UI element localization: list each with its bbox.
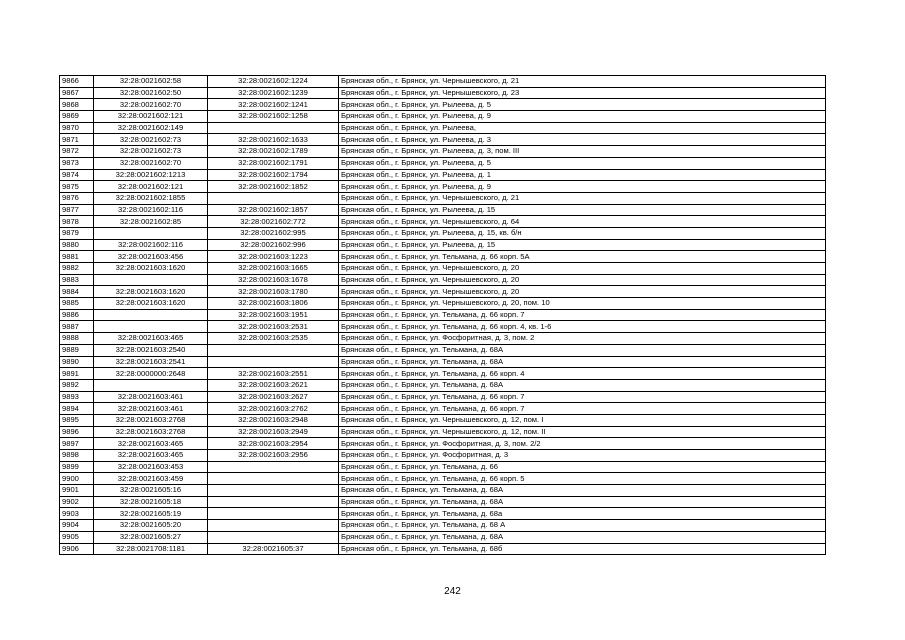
row-number-cell: 9882	[60, 263, 94, 275]
object-cadastral-cell: 32:28:0021603:1678	[208, 274, 339, 286]
object-cadastral-cell: 32:28:0021602:1239	[208, 87, 339, 99]
records-table-body	[60, 76, 826, 555]
table-row	[60, 76, 826, 88]
address-cell: Брянская обл., г. Брянск, ул. Рылеева, д. 15, кв. б/н	[339, 227, 826, 239]
parcel-cadastral-cell: 32:28:0021603:459	[94, 473, 208, 485]
table-row	[60, 181, 826, 193]
address-cell: Брянская обл., г. Брянск, ул. Тельмана, д. 68А	[339, 496, 826, 508]
object-cadastral-cell: 32:28:0021603:2762	[208, 403, 339, 415]
parcel-cadastral-cell	[94, 309, 208, 321]
row-number-cell: 9877	[60, 204, 94, 216]
parcel-cadastral-cell: 32:28:0021603:465	[94, 333, 208, 345]
parcel-cadastral-cell: 32:28:0021602:149	[94, 122, 208, 134]
address-cell: Брянская обл., г. Брянск, ул. Чернышевского, д. 21	[339, 76, 826, 88]
table-row	[60, 321, 826, 333]
address-cell: Брянская обл., г. Брянск, ул. Тельмана, д. 66 корп. 7	[339, 403, 826, 415]
address-cell: Брянская обл., г. Брянск, ул. Рылеева, д. 9	[339, 181, 826, 193]
row-number-cell: 9878	[60, 216, 94, 228]
object-cadastral-cell: 32:28:0021602:995	[208, 227, 339, 239]
address-cell: Брянская обл., г. Брянск, ул. Тельмана, д. 68а	[339, 508, 826, 520]
row-number-cell: 9900	[60, 473, 94, 485]
table-row	[60, 251, 826, 263]
row-number-cell: 9886	[60, 309, 94, 321]
address-cell: Брянская обл., г. Брянск, ул. Чернышевского, д. 12, пом. II	[339, 426, 826, 438]
records-table	[59, 75, 826, 555]
table-row	[60, 414, 826, 426]
parcel-cadastral-cell: 32:28:0000000:2648	[94, 368, 208, 380]
parcel-cadastral-cell: 32:28:0021602:73	[94, 146, 208, 158]
address-cell: Брянская обл., г. Брянск, ул. Рылеева, д. 3, пом. III	[339, 146, 826, 158]
parcel-cadastral-cell: 32:28:0021602:116	[94, 204, 208, 216]
table-row	[60, 543, 826, 555]
object-cadastral-cell: 32:28:0021603:2621	[208, 379, 339, 391]
table-row	[60, 157, 826, 169]
row-number-cell: 9885	[60, 298, 94, 310]
object-cadastral-cell	[208, 461, 339, 473]
address-cell: Брянская обл., г. Брянск, ул. Фосфоритная, д. 3, пом. 2/2	[339, 438, 826, 450]
table-row	[60, 227, 826, 239]
table-row	[60, 274, 826, 286]
object-cadastral-cell: 32:28:0021602:1852	[208, 181, 339, 193]
object-cadastral-cell: 32:28:0021603:1223	[208, 251, 339, 263]
address-cell: Брянская обл., г. Брянск, ул. Тельмана, д. 66 корп. 5А	[339, 251, 826, 263]
object-cadastral-cell: 32:28:0021603:1951	[208, 309, 339, 321]
row-number-cell: 9869	[60, 111, 94, 123]
row-number-cell: 9871	[60, 134, 94, 146]
address-cell: Брянская обл., г. Брянск, ул. Чернышевского, д. 20	[339, 286, 826, 298]
address-cell: Брянская обл., г. Брянск, ул. Тельмана, д. 68 А	[339, 520, 826, 532]
parcel-cadastral-cell: 32:28:0021605:27	[94, 531, 208, 543]
address-cell: Брянская обл., г. Брянск, ул. Чернышевского, д. 64	[339, 216, 826, 228]
address-cell: Брянская обл., г. Брянск, ул. Тельмана, д. 66 корп. 7	[339, 391, 826, 403]
parcel-cadastral-cell: 32:28:0021602:70	[94, 157, 208, 169]
table-row	[60, 344, 826, 356]
parcel-cadastral-cell: 32:28:0021603:2768	[94, 414, 208, 426]
address-cell: Брянская обл., г. Брянск, ул. Чернышевского, д. 21	[339, 192, 826, 204]
address-cell: Брянская обл., г. Брянск, ул. Тельмана, д. 68А	[339, 379, 826, 391]
table-row	[60, 99, 826, 111]
row-number-cell: 9879	[60, 227, 94, 239]
row-number-cell: 9880	[60, 239, 94, 251]
address-cell: Брянская обл., г. Брянск, ул. Чернышевского, д. 20	[339, 274, 826, 286]
parcel-cadastral-cell: 32:28:0021603:1620	[94, 298, 208, 310]
table-row	[60, 239, 826, 251]
row-number-cell: 9896	[60, 426, 94, 438]
object-cadastral-cell	[208, 473, 339, 485]
address-cell: Брянская обл., г. Брянск, ул. Тельмана, д. 68б	[339, 543, 826, 555]
address-cell: Брянская обл., г. Брянск, ул. Рылеева, д. 5	[339, 157, 826, 169]
address-cell: Брянская обл., г. Брянск, ул. Рылеева, д. 9	[339, 111, 826, 123]
object-cadastral-cell: 32:28:0021603:1665	[208, 263, 339, 275]
object-cadastral-cell: 32:28:0021603:2551	[208, 368, 339, 380]
object-cadastral-cell: 32:28:0021603:2535	[208, 333, 339, 345]
table-row	[60, 520, 826, 532]
address-cell: Брянская обл., г. Брянск, ул. Рылеева, д. 15	[339, 239, 826, 251]
parcel-cadastral-cell: 32:28:0021605:16	[94, 485, 208, 497]
parcel-cadastral-cell: 32:28:0021603:465	[94, 450, 208, 462]
table-row	[60, 298, 826, 310]
parcel-cadastral-cell: 32:28:0021603:2768	[94, 426, 208, 438]
address-cell: Брянская обл., г. Брянск, ул. Тельмана, д. 66 корп. 5	[339, 473, 826, 485]
address-cell: Брянская обл., г. Брянск, ул. Чернышевского, д. 12, пом. I	[339, 414, 826, 426]
table-row	[60, 450, 826, 462]
parcel-cadastral-cell: 32:28:0021602:121	[94, 181, 208, 193]
object-cadastral-cell: 32:28:0021602:1794	[208, 169, 339, 181]
parcel-cadastral-cell: 32:28:0021602:116	[94, 239, 208, 251]
parcel-cadastral-cell: 32:28:0021603:1620	[94, 263, 208, 275]
address-cell: Брянская обл., г. Брянск, ул. Тельмана, д. 68А	[339, 485, 826, 497]
row-number-cell: 9899	[60, 461, 94, 473]
object-cadastral-cell	[208, 192, 339, 204]
object-cadastral-cell	[208, 356, 339, 368]
row-number-cell: 9891	[60, 368, 94, 380]
object-cadastral-cell: 32:28:0021602:1241	[208, 99, 339, 111]
object-cadastral-cell	[208, 520, 339, 532]
row-number-cell: 9892	[60, 379, 94, 391]
row-number-cell: 9868	[60, 99, 94, 111]
parcel-cadastral-cell: 32:28:0021603:465	[94, 438, 208, 450]
parcel-cadastral-cell: 32:28:0021602:85	[94, 216, 208, 228]
object-cadastral-cell	[208, 531, 339, 543]
address-cell: Брянская обл., г. Брянск, ул. Чернышевского, д. 20, пом. 10	[339, 298, 826, 310]
table-row	[60, 87, 826, 99]
address-cell: Брянская обл., г. Брянск, ул. Рылеева, д. 15	[339, 204, 826, 216]
row-number-cell: 9872	[60, 146, 94, 158]
table-row	[60, 169, 826, 181]
table-row	[60, 146, 826, 158]
parcel-cadastral-cell: 32:28:0021602:1855	[94, 192, 208, 204]
parcel-cadastral-cell: 32:28:0021605:18	[94, 496, 208, 508]
parcel-cadastral-cell: 32:28:0021603:1620	[94, 286, 208, 298]
row-number-cell: 9883	[60, 274, 94, 286]
row-number-cell: 9906	[60, 543, 94, 555]
table-row	[60, 368, 826, 380]
row-number-cell: 9904	[60, 520, 94, 532]
row-number-cell: 9902	[60, 496, 94, 508]
object-cadastral-cell: 32:28:0021602:1224	[208, 76, 339, 88]
table-row	[60, 192, 826, 204]
row-number-cell: 9867	[60, 87, 94, 99]
table-row	[60, 391, 826, 403]
table-row	[60, 473, 826, 485]
row-number-cell: 9876	[60, 192, 94, 204]
table-row	[60, 263, 826, 275]
table-row	[60, 134, 826, 146]
address-cell: Брянская обл., г. Брянск, ул. Чернышевского, д. 23	[339, 87, 826, 99]
address-cell: Брянская обл., г. Брянск, ул. Тельмана, д. 66 корп. 7	[339, 309, 826, 321]
row-number-cell: 9898	[60, 450, 94, 462]
object-cadastral-cell	[208, 122, 339, 134]
object-cadastral-cell: 32:28:0021602:1857	[208, 204, 339, 216]
table-row	[60, 356, 826, 368]
address-cell: Брянская обл., г. Брянск, ул. Тельмана, д. 68А	[339, 344, 826, 356]
object-cadastral-cell	[208, 508, 339, 520]
parcel-cadastral-cell: 32:28:0021603:461	[94, 391, 208, 403]
parcel-cadastral-cell: 32:28:0021603:456	[94, 251, 208, 263]
parcel-cadastral-cell	[94, 227, 208, 239]
table-row	[60, 426, 826, 438]
table-row	[60, 508, 826, 520]
parcel-cadastral-cell: 32:28:0021708:1181	[94, 543, 208, 555]
parcel-cadastral-cell: 32:28:0021602:1213	[94, 169, 208, 181]
parcel-cadastral-cell: 32:28:0021602:58	[94, 76, 208, 88]
object-cadastral-cell: 32:28:0021603:1806	[208, 298, 339, 310]
parcel-cadastral-cell: 32:28:0021603:461	[94, 403, 208, 415]
address-cell: Брянская обл., г. Брянск, ул. Фосфоритная, д. 3	[339, 450, 826, 462]
table-row	[60, 496, 826, 508]
row-number-cell: 9903	[60, 508, 94, 520]
row-number-cell: 9890	[60, 356, 94, 368]
row-number-cell: 9873	[60, 157, 94, 169]
object-cadastral-cell: 32:28:0021602:1789	[208, 146, 339, 158]
row-number-cell: 9866	[60, 76, 94, 88]
object-cadastral-cell: 32:28:0021603:2531	[208, 321, 339, 333]
table-row	[60, 438, 826, 450]
address-cell: Брянская обл., г. Брянск, ул. Рылеева, д. 5	[339, 99, 826, 111]
object-cadastral-cell: 32:28:0021603:2956	[208, 450, 339, 462]
page-number: 242	[444, 586, 461, 597]
object-cadastral-cell: 32:28:0021603:2949	[208, 426, 339, 438]
object-cadastral-cell: 32:28:0021602:1633	[208, 134, 339, 146]
object-cadastral-cell: 32:28:0021603:1780	[208, 286, 339, 298]
table-row	[60, 379, 826, 391]
object-cadastral-cell: 32:28:0021602:996	[208, 239, 339, 251]
parcel-cadastral-cell	[94, 379, 208, 391]
table-row	[60, 204, 826, 216]
row-number-cell: 9870	[60, 122, 94, 134]
address-cell: Брянская обл., г. Брянск, ул. Тельмана, д. 66 корп. 4	[339, 368, 826, 380]
row-number-cell: 9875	[60, 181, 94, 193]
address-cell: Брянская обл., г. Брянск, ул. Чернышевского, д. 20	[339, 263, 826, 275]
table-row	[60, 333, 826, 345]
object-cadastral-cell	[208, 485, 339, 497]
address-cell: Брянская обл., г. Брянск, ул. Рылеева,	[339, 122, 826, 134]
address-cell: Брянская обл., г. Брянск, ул. Тельмана, д. 66	[339, 461, 826, 473]
row-number-cell: 9889	[60, 344, 94, 356]
parcel-cadastral-cell: 32:28:0021602:73	[94, 134, 208, 146]
address-cell: Брянская обл., г. Брянск, ул. Тельмана, д. 66 корп. 4, кв. 1-6	[339, 321, 826, 333]
row-number-cell: 9881	[60, 251, 94, 263]
object-cadastral-cell	[208, 496, 339, 508]
parcel-cadastral-cell: 32:28:0021605:20	[94, 520, 208, 532]
parcel-cadastral-cell: 32:28:0021602:50	[94, 87, 208, 99]
parcel-cadastral-cell: 32:28:0021605:19	[94, 508, 208, 520]
object-cadastral-cell: 32:28:0021605:37	[208, 543, 339, 555]
object-cadastral-cell: 32:28:0021603:2627	[208, 391, 339, 403]
row-number-cell: 9905	[60, 531, 94, 543]
parcel-cadastral-cell: 32:28:0021603:2540	[94, 344, 208, 356]
parcel-cadastral-cell: 32:28:0021602:70	[94, 99, 208, 111]
table-row	[60, 216, 826, 228]
address-cell: Брянская обл., г. Брянск, ул. Тельмана, д. 68А	[339, 531, 826, 543]
row-number-cell: 9888	[60, 333, 94, 345]
object-cadastral-cell: 32:28:0021603:2948	[208, 414, 339, 426]
table-row	[60, 309, 826, 321]
table-row	[60, 403, 826, 415]
row-number-cell: 9893	[60, 391, 94, 403]
address-cell: Брянская обл., г. Брянск, ул. Рылеева, д. 3	[339, 134, 826, 146]
parcel-cadastral-cell: 32:28:0021602:121	[94, 111, 208, 123]
table-row	[60, 485, 826, 497]
object-cadastral-cell: 32:28:0021603:2954	[208, 438, 339, 450]
parcel-cadastral-cell	[94, 321, 208, 333]
address-cell: Брянская обл., г. Брянск, ул. Рылеева, д. 1	[339, 169, 826, 181]
table-row	[60, 461, 826, 473]
parcel-cadastral-cell: 32:28:0021603:2541	[94, 356, 208, 368]
object-cadastral-cell	[208, 344, 339, 356]
row-number-cell: 9874	[60, 169, 94, 181]
row-number-cell: 9884	[60, 286, 94, 298]
row-number-cell: 9887	[60, 321, 94, 333]
row-number-cell: 9895	[60, 414, 94, 426]
table-row	[60, 286, 826, 298]
row-number-cell: 9901	[60, 485, 94, 497]
table-row	[60, 111, 826, 123]
table-row	[60, 122, 826, 134]
object-cadastral-cell: 32:28:0021602:1258	[208, 111, 339, 123]
object-cadastral-cell: 32:28:0021602:772	[208, 216, 339, 228]
row-number-cell: 9894	[60, 403, 94, 415]
row-number-cell: 9897	[60, 438, 94, 450]
address-cell: Брянская обл., г. Брянск, ул. Фосфоритная, д. 3, пом. 2	[339, 333, 826, 345]
parcel-cadastral-cell	[94, 274, 208, 286]
address-cell: Брянская обл., г. Брянск, ул. Тельмана, д. 68А	[339, 356, 826, 368]
table-row	[60, 531, 826, 543]
parcel-cadastral-cell: 32:28:0021603:453	[94, 461, 208, 473]
object-cadastral-cell: 32:28:0021602:1791	[208, 157, 339, 169]
